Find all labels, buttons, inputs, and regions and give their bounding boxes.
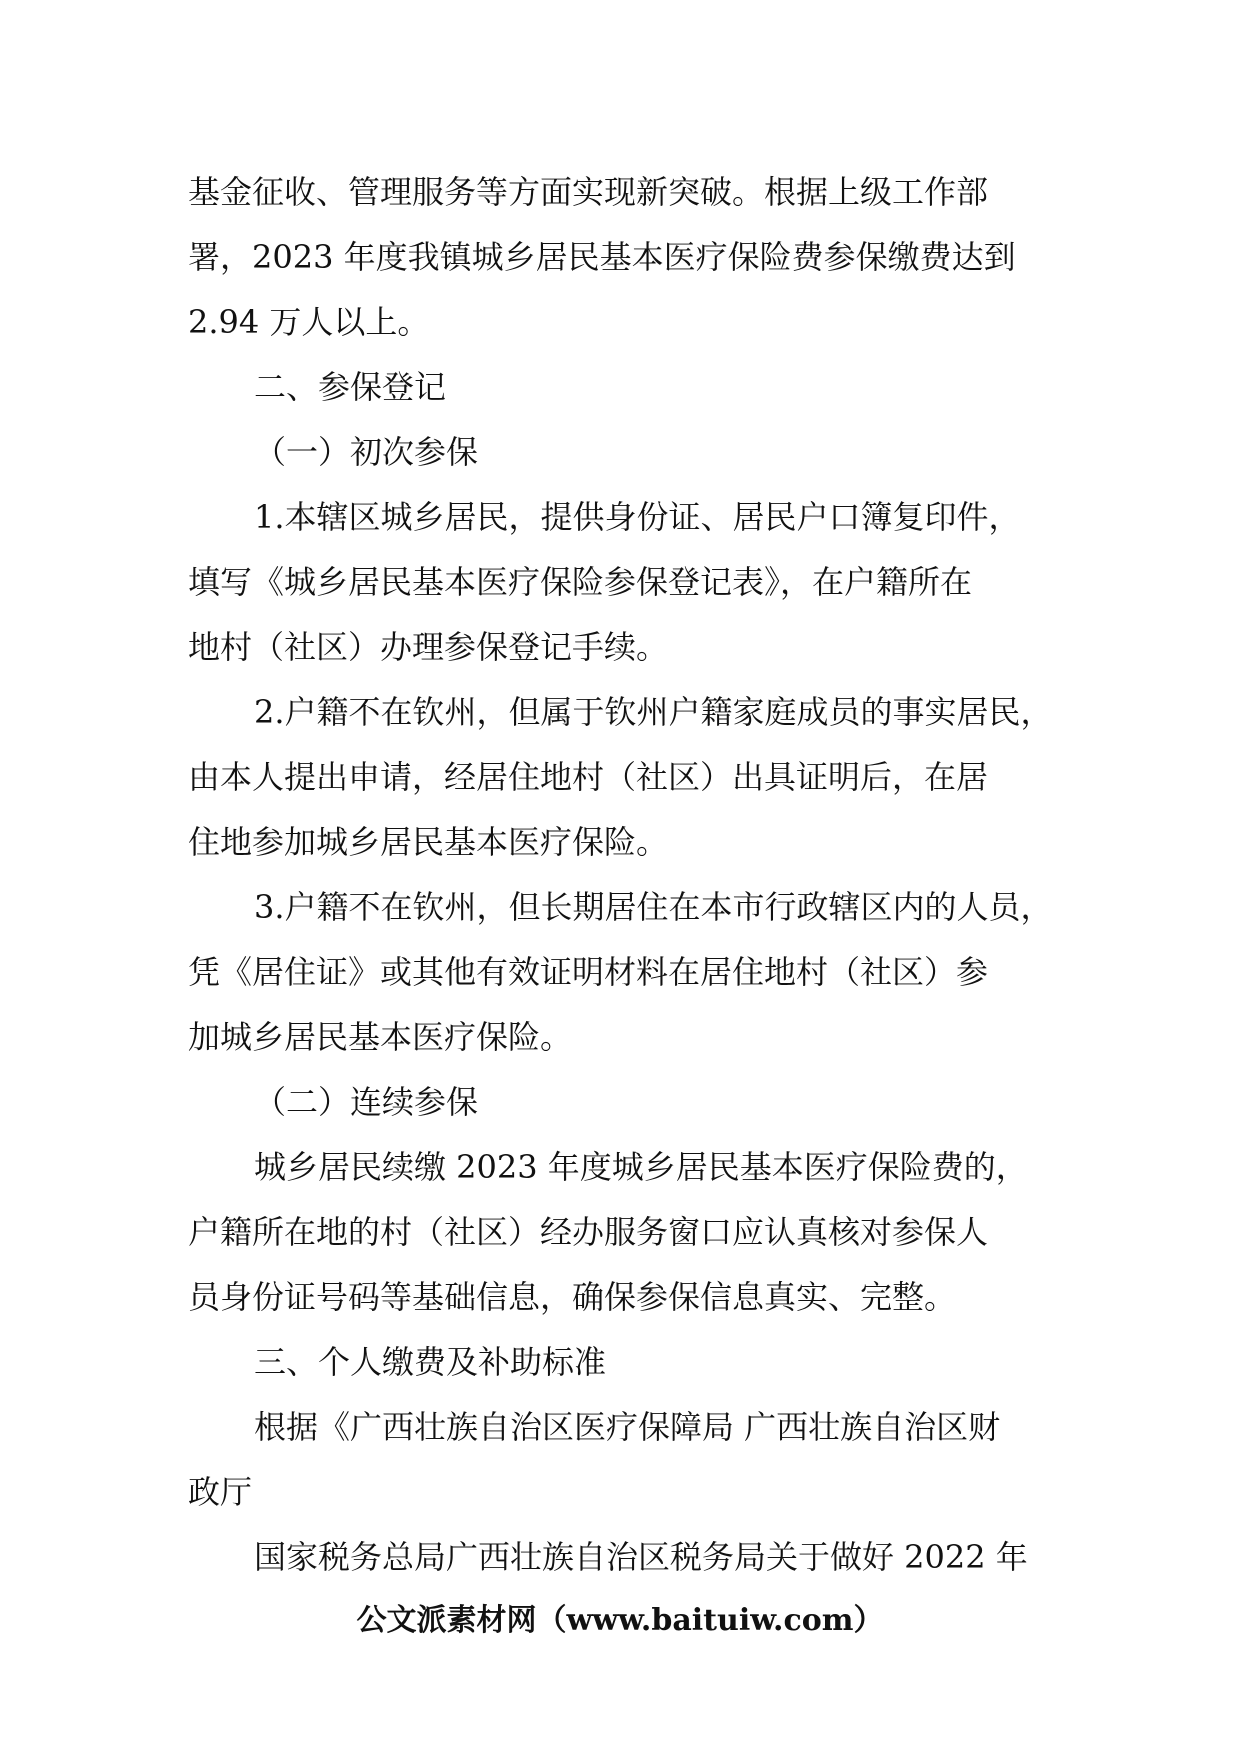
text-line: 住地参加城乡居民基本医疗保险。	[188, 823, 669, 861]
text-line: 凭《居住证》或其他有效证明材料在居住地村（社区）参	[188, 953, 989, 991]
text-line: 3.户籍不在钦州，但长期居住在本市行政辖区内的人员，	[254, 888, 1053, 926]
text-line: 户籍所在地的村（社区）经办服务窗口应认真核对参保人	[188, 1213, 989, 1251]
text-line: 署，2023 年度我镇城乡居民基本医疗保险费参保缴费达到	[188, 238, 1016, 276]
text-line: 由本人提出申请，经居住地村（社区）出具证明后，在居	[188, 758, 989, 796]
section-heading: 二、参保登记	[254, 368, 447, 406]
text-line: 2.户籍不在钦州，但属于钦州户籍家庭成员的事实居民，	[254, 693, 1053, 731]
footer-watermark-text: 公文派素材网（www.baituiw.com）	[356, 1603, 884, 1638]
text-line: 政厅	[188, 1473, 253, 1511]
text-line: 加城乡居民基本医疗保险。	[188, 1018, 573, 1056]
text-line: 城乡居民续缴 2023 年度城乡居民基本医疗保险费的，	[254, 1148, 1028, 1186]
text-line: 2.94 万人以上。	[188, 303, 430, 341]
text-line: 员身份证号码等基础信息，确保参保信息真实、完整。	[188, 1278, 957, 1316]
subsection-heading: （一）初次参保	[254, 433, 479, 471]
document-body	[188, 160, 1068, 1590]
subsection-heading: （二）连续参保	[254, 1083, 479, 1121]
text-line: 1.本辖区城乡居民，提供身份证、居民户口簿复印件，	[254, 498, 1021, 536]
text-line: 国家税务总局广西壮族自治区税务局关于做好 2022 年	[254, 1538, 1028, 1576]
text-line: 地村（社区）办理参保登记手续。	[188, 628, 669, 666]
text-line: 根据《广西壮族自治区医疗保障局 广西壮族自治区财	[254, 1408, 1001, 1446]
text-line: 基金征收、管理服务等方面实现新突破。根据上级工作部	[188, 173, 989, 211]
section-heading: 三、个人缴费及补助标准	[254, 1343, 607, 1381]
text-line: 填写《城乡居民基本医疗保险参保登记表》，在户籍所在	[188, 563, 973, 601]
